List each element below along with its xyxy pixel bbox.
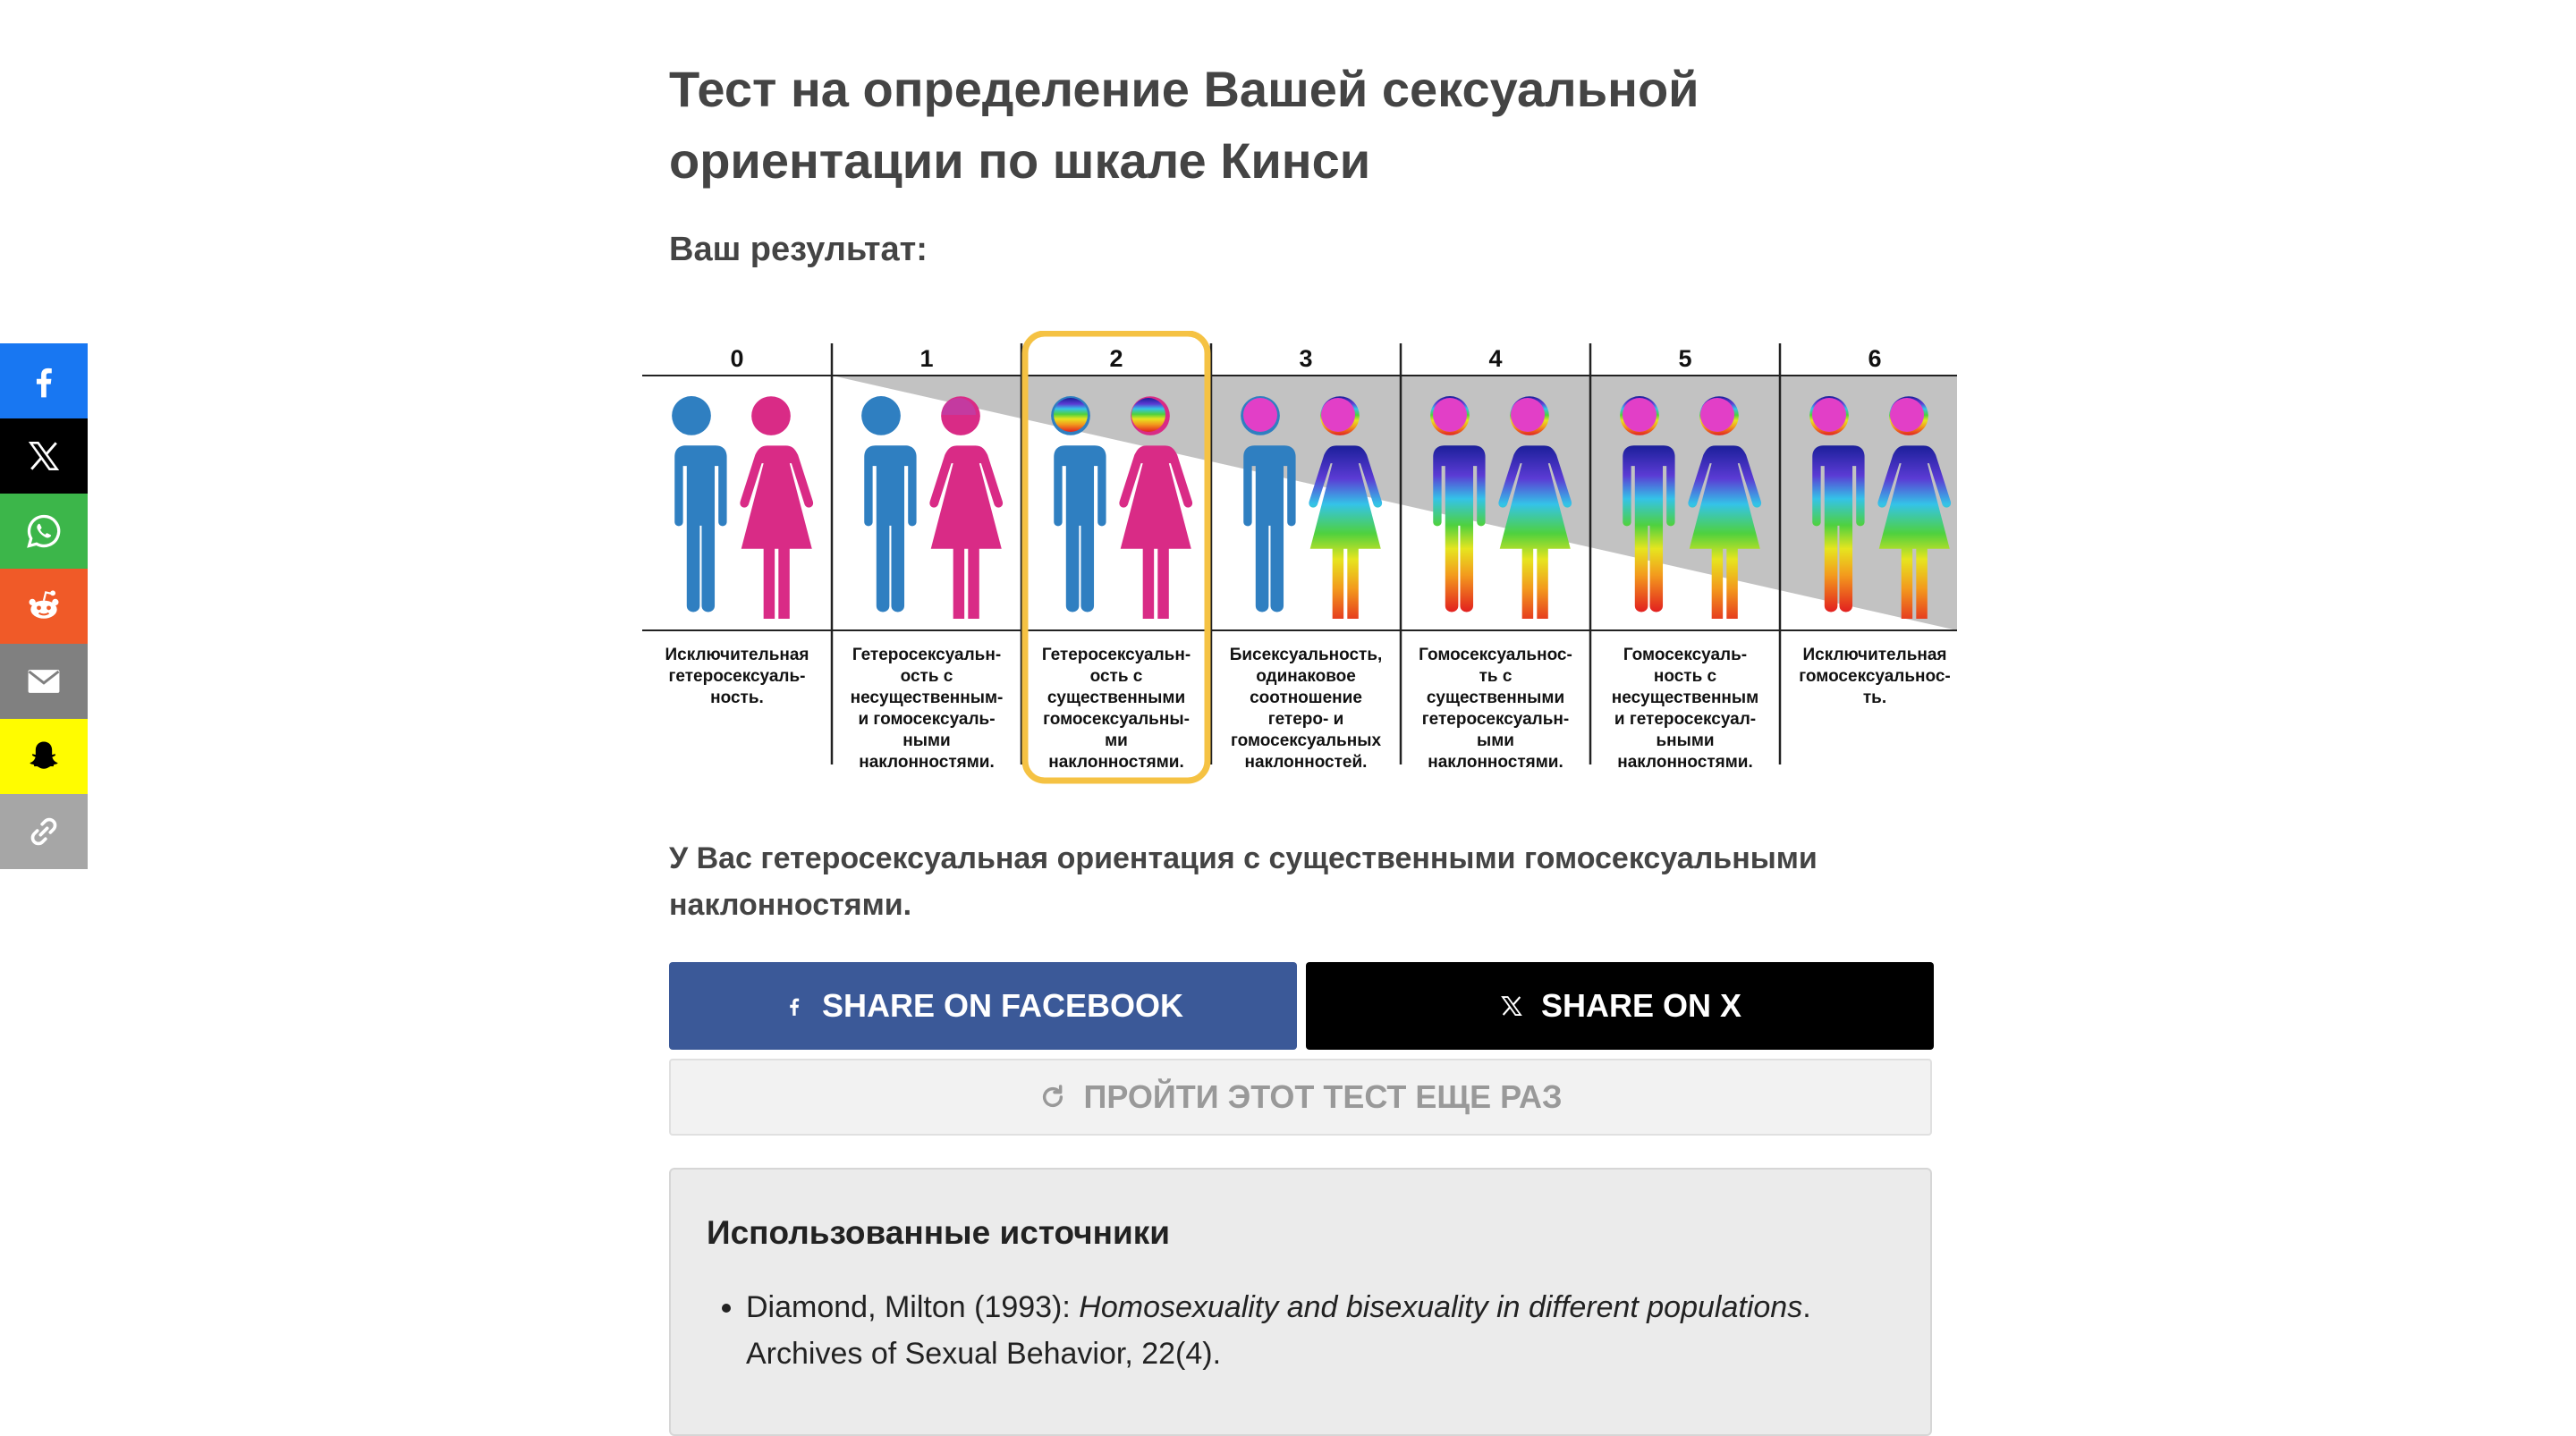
male-figure — [667, 396, 727, 612]
source-item: • Diamond, Milton (1993): Homosexuality and bisexuality in different populations. Archives of Sexual Behavior, 22(4). — [746, 1284, 1909, 1377]
female-head — [1890, 398, 1924, 432]
result-label: Ваш результат: — [669, 231, 928, 268]
scale-caption-line: и гомосексуаль- — [858, 710, 996, 729]
share-reddit-button[interactable] — [0, 569, 88, 644]
male-head — [1812, 398, 1846, 432]
scale-caption-line: наклонностей. — [1244, 753, 1368, 772]
share-whatsapp-button[interactable] — [0, 494, 88, 569]
scale-caption-line: и гетеросексуал- — [1614, 710, 1757, 729]
female-head — [1511, 398, 1545, 432]
scale-caption-line: Гомосексуаль- — [1623, 646, 1748, 664]
facebook-icon — [783, 993, 806, 1019]
scale-caption-line: ость с — [1089, 667, 1143, 686]
retake-test-label: ПРОЙТИ ЭТОТ ТЕСТ ЕЩЕ РАЗ — [1083, 1078, 1563, 1115]
refresh-icon — [1038, 1083, 1067, 1111]
female-head — [1700, 398, 1734, 432]
scale-caption-line: ными — [902, 731, 951, 750]
scale-caption-line: ность. — [710, 688, 764, 707]
male-figure — [857, 396, 917, 612]
share-email-button[interactable] — [0, 644, 88, 719]
scale-caption-line: гомосексуальны- — [1043, 710, 1190, 729]
share-facebook-label: SHARE ON FACEBOOK — [821, 987, 1184, 1024]
scale-caption-line: существенными — [1046, 688, 1186, 707]
male-head — [1054, 398, 1088, 432]
scale-caption-line: Гомосексуальнос- — [1419, 646, 1572, 664]
scale-number: 5 — [1678, 345, 1692, 372]
source-title: Homosexuality and bisexuality in different populations — [1079, 1290, 1803, 1324]
scale-number: 4 — [1488, 345, 1503, 372]
scale-caption-line: несущественным- — [850, 688, 1004, 707]
copy-link-button[interactable] — [0, 794, 88, 869]
share-snapchat-button[interactable] — [0, 719, 88, 794]
share-rail — [0, 343, 88, 869]
kinsey-scale-figure — [642, 331, 1957, 787]
scale-caption-line: существенными — [1426, 688, 1565, 707]
female-head — [1131, 398, 1165, 432]
share-facebook-button[interactable] — [0, 343, 88, 418]
result-text: У Вас гетеросексуальная ориентация с существенными гомосексуальными наклонностями. — [669, 841, 1818, 922]
scale-caption-line: ми — [1105, 731, 1128, 750]
scale-caption-line: ыми — [1477, 731, 1514, 750]
scale-caption-line: ность с — [1653, 667, 1717, 686]
scale-caption-line: наклонностями. — [1617, 753, 1753, 772]
scale-caption-line: наклонностями. — [859, 753, 995, 772]
scale-caption-line: наклонностями. — [1048, 753, 1184, 772]
scale-caption-line: одинаковое — [1256, 667, 1356, 686]
male-head — [1243, 398, 1277, 432]
whatsapp-icon — [24, 511, 64, 551]
share-x-label: SHARE ON X — [1540, 987, 1742, 1024]
scale-number: 0 — [730, 345, 744, 372]
retake-test-button[interactable] — [669, 1059, 1932, 1136]
facebook-icon — [24, 361, 64, 401]
sources-heading: Использованные источники — [707, 1214, 1170, 1251]
scale-number: 1 — [919, 345, 934, 372]
scale-caption-line: Бисексуальность, — [1229, 646, 1383, 664]
male-head — [1433, 398, 1467, 432]
scale-caption-line: ьными — [1656, 731, 1715, 750]
share-on-x-button[interactable] — [1306, 962, 1934, 1050]
scale-caption-line: гетеро- и — [1267, 710, 1344, 729]
scale-caption-line: Исключительная — [1802, 646, 1947, 664]
x-icon — [1498, 993, 1525, 1019]
x-icon — [24, 436, 64, 476]
female-head — [1321, 398, 1355, 432]
scale-caption-line: гомосексуальных — [1230, 731, 1382, 750]
scale-caption-line: ть. — [1862, 688, 1887, 707]
scale-caption-line: гетеросексуальн- — [1421, 710, 1570, 729]
snapchat-icon — [24, 737, 64, 776]
email-icon — [24, 662, 64, 701]
scale-caption-line: Гетеросексуальн- — [1041, 646, 1191, 664]
page-title: Тест на определение Вашей сексуальной ориентации по шкале Кинси — [669, 61, 1699, 189]
female-figure — [740, 396, 813, 629]
scale-caption-line: ость с — [900, 667, 953, 686]
female-figure — [929, 396, 1003, 629]
scale-caption-line: гетеросексуаль- — [668, 667, 806, 686]
share-x-button[interactable] — [0, 418, 88, 494]
link-icon — [24, 812, 64, 851]
scale-caption-line: Гетеросексуальн- — [852, 646, 1002, 664]
scale-number: 2 — [1109, 345, 1123, 372]
scale-caption-line: наклонностями. — [1428, 753, 1563, 772]
scale-number: 3 — [1299, 345, 1313, 372]
scale-number: 6 — [1868, 345, 1882, 372]
reddit-icon — [24, 587, 64, 626]
male-head — [1623, 398, 1657, 432]
share-on-facebook-button[interactable] — [669, 962, 1297, 1050]
scale-caption-line: соотношение — [1250, 688, 1362, 707]
sources-list — [707, 1284, 1909, 1377]
scale-caption-line: гомосексуальнос- — [1799, 667, 1951, 686]
scale-caption-line: Исключительная — [665, 646, 809, 664]
scale-caption-line: ть с — [1479, 667, 1513, 686]
sources-box — [669, 1168, 1932, 1436]
scale-caption-line: несущественным — [1611, 688, 1759, 707]
